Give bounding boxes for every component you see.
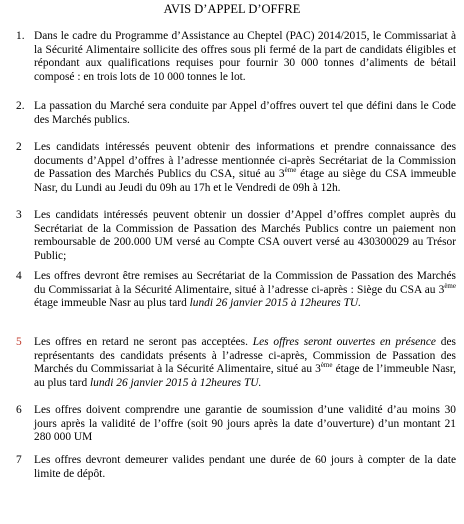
item-text xyxy=(34,141,456,195)
item-text: Les candidats intéressés peuvent obtenir un dossier d’Appel d’offres complet auprès du Secrétariat de la Commission de Passation des Marchés Publics contre un paiement non remboursable de 200.000 UM versé au Compte CSA ouvert versé au 430300029 au Trésor Public; xyxy=(34,209,456,262)
deadline-emphasis: lundi 26 janvier 2015 à 12heures TU. xyxy=(90,376,262,389)
deadline-emphasis: lundi 26 janvier 2015 à 12heures TU. xyxy=(189,297,362,310)
item-text xyxy=(34,270,456,311)
text-segment: Les offres devront être remises au Secrétariat de la Commission de Passation des Marchés du Commissariat à la Sécurité Alimentaire, situé à l’adresse ci-après : Siège du CSA au 3 xyxy=(34,270,456,296)
item-text: Les offres doivent comprendre une garantie de soumission d’une validité d’au moins 30 jours après la validité de l’offre (soit 90 jours après la date d’ouverture) d’un montant 21 280 000 UM xyxy=(34,404,456,444)
superscript: ème xyxy=(444,281,456,290)
item-number: 7 xyxy=(16,454,22,466)
item-number: 4 xyxy=(16,270,22,282)
document-title: AVIS D’APPEL D’OFFRE xyxy=(163,2,301,16)
item-number: 2. xyxy=(16,100,25,112)
item-number: 6 xyxy=(16,404,22,416)
text-segment: étage au siège du CSA immeuble Nasr, du Lundi au Jeudi du 09h au 17h et le Vendredi de 09h à 12h. xyxy=(34,168,456,194)
item-number: 3 xyxy=(16,209,22,221)
text-segment: Les offres en retard ne seront pas acceptées. xyxy=(34,336,253,348)
text-segment: étage immeuble Nasr au plus tard xyxy=(34,297,190,310)
item-text: Dans le cadre du Programme d’Assistance au Cheptel (PAC) 2014/2015, le Commissariat à la Sécurité Alimentaire sollicite des offres sous pli fermé de la part de candidats éligibles et répondant aux qualifications requises pour fournir 30 000 tonnes d’aliments de bétail composé : en trois lots de 10 000 tonnes le lot. xyxy=(34,30,456,83)
item-text xyxy=(34,336,456,390)
item-number: 1. xyxy=(16,30,25,42)
item-number: 2 xyxy=(16,141,22,153)
emphasis: Les offres seront ouvertes en présence xyxy=(252,336,436,348)
text-segment: Les candidats intéressés peuvent obtenir des informations et prendre connaissance des documents d’Appel d’offres à l’adresse mentionnée ci-après Secrétariat de la Commission de Passation des Marchés Publics du CSA, situé au 3 xyxy=(34,141,456,181)
superscript: ème xyxy=(284,166,297,175)
item-number: 5 xyxy=(16,336,22,348)
item-text: Les offres devront demeurer valides pendant une durée de 60 jours à compter de la date limite de dépôt. xyxy=(34,454,456,480)
text-segment: étage de l’immeuble Nasr, au plus tard xyxy=(34,363,456,389)
item-text: La passation du Marché sera conduite par Appel d’offres ouvert tel que défini dans le Code des Marchés publics. xyxy=(34,100,456,126)
text-segment: des représentants des candidats présents à l’adresse ci-après, Commission de Passation des Marchés du Commissariat à la Sécurité Alimentaire, situé au 3 xyxy=(34,336,456,376)
superscript: ème xyxy=(320,361,333,370)
